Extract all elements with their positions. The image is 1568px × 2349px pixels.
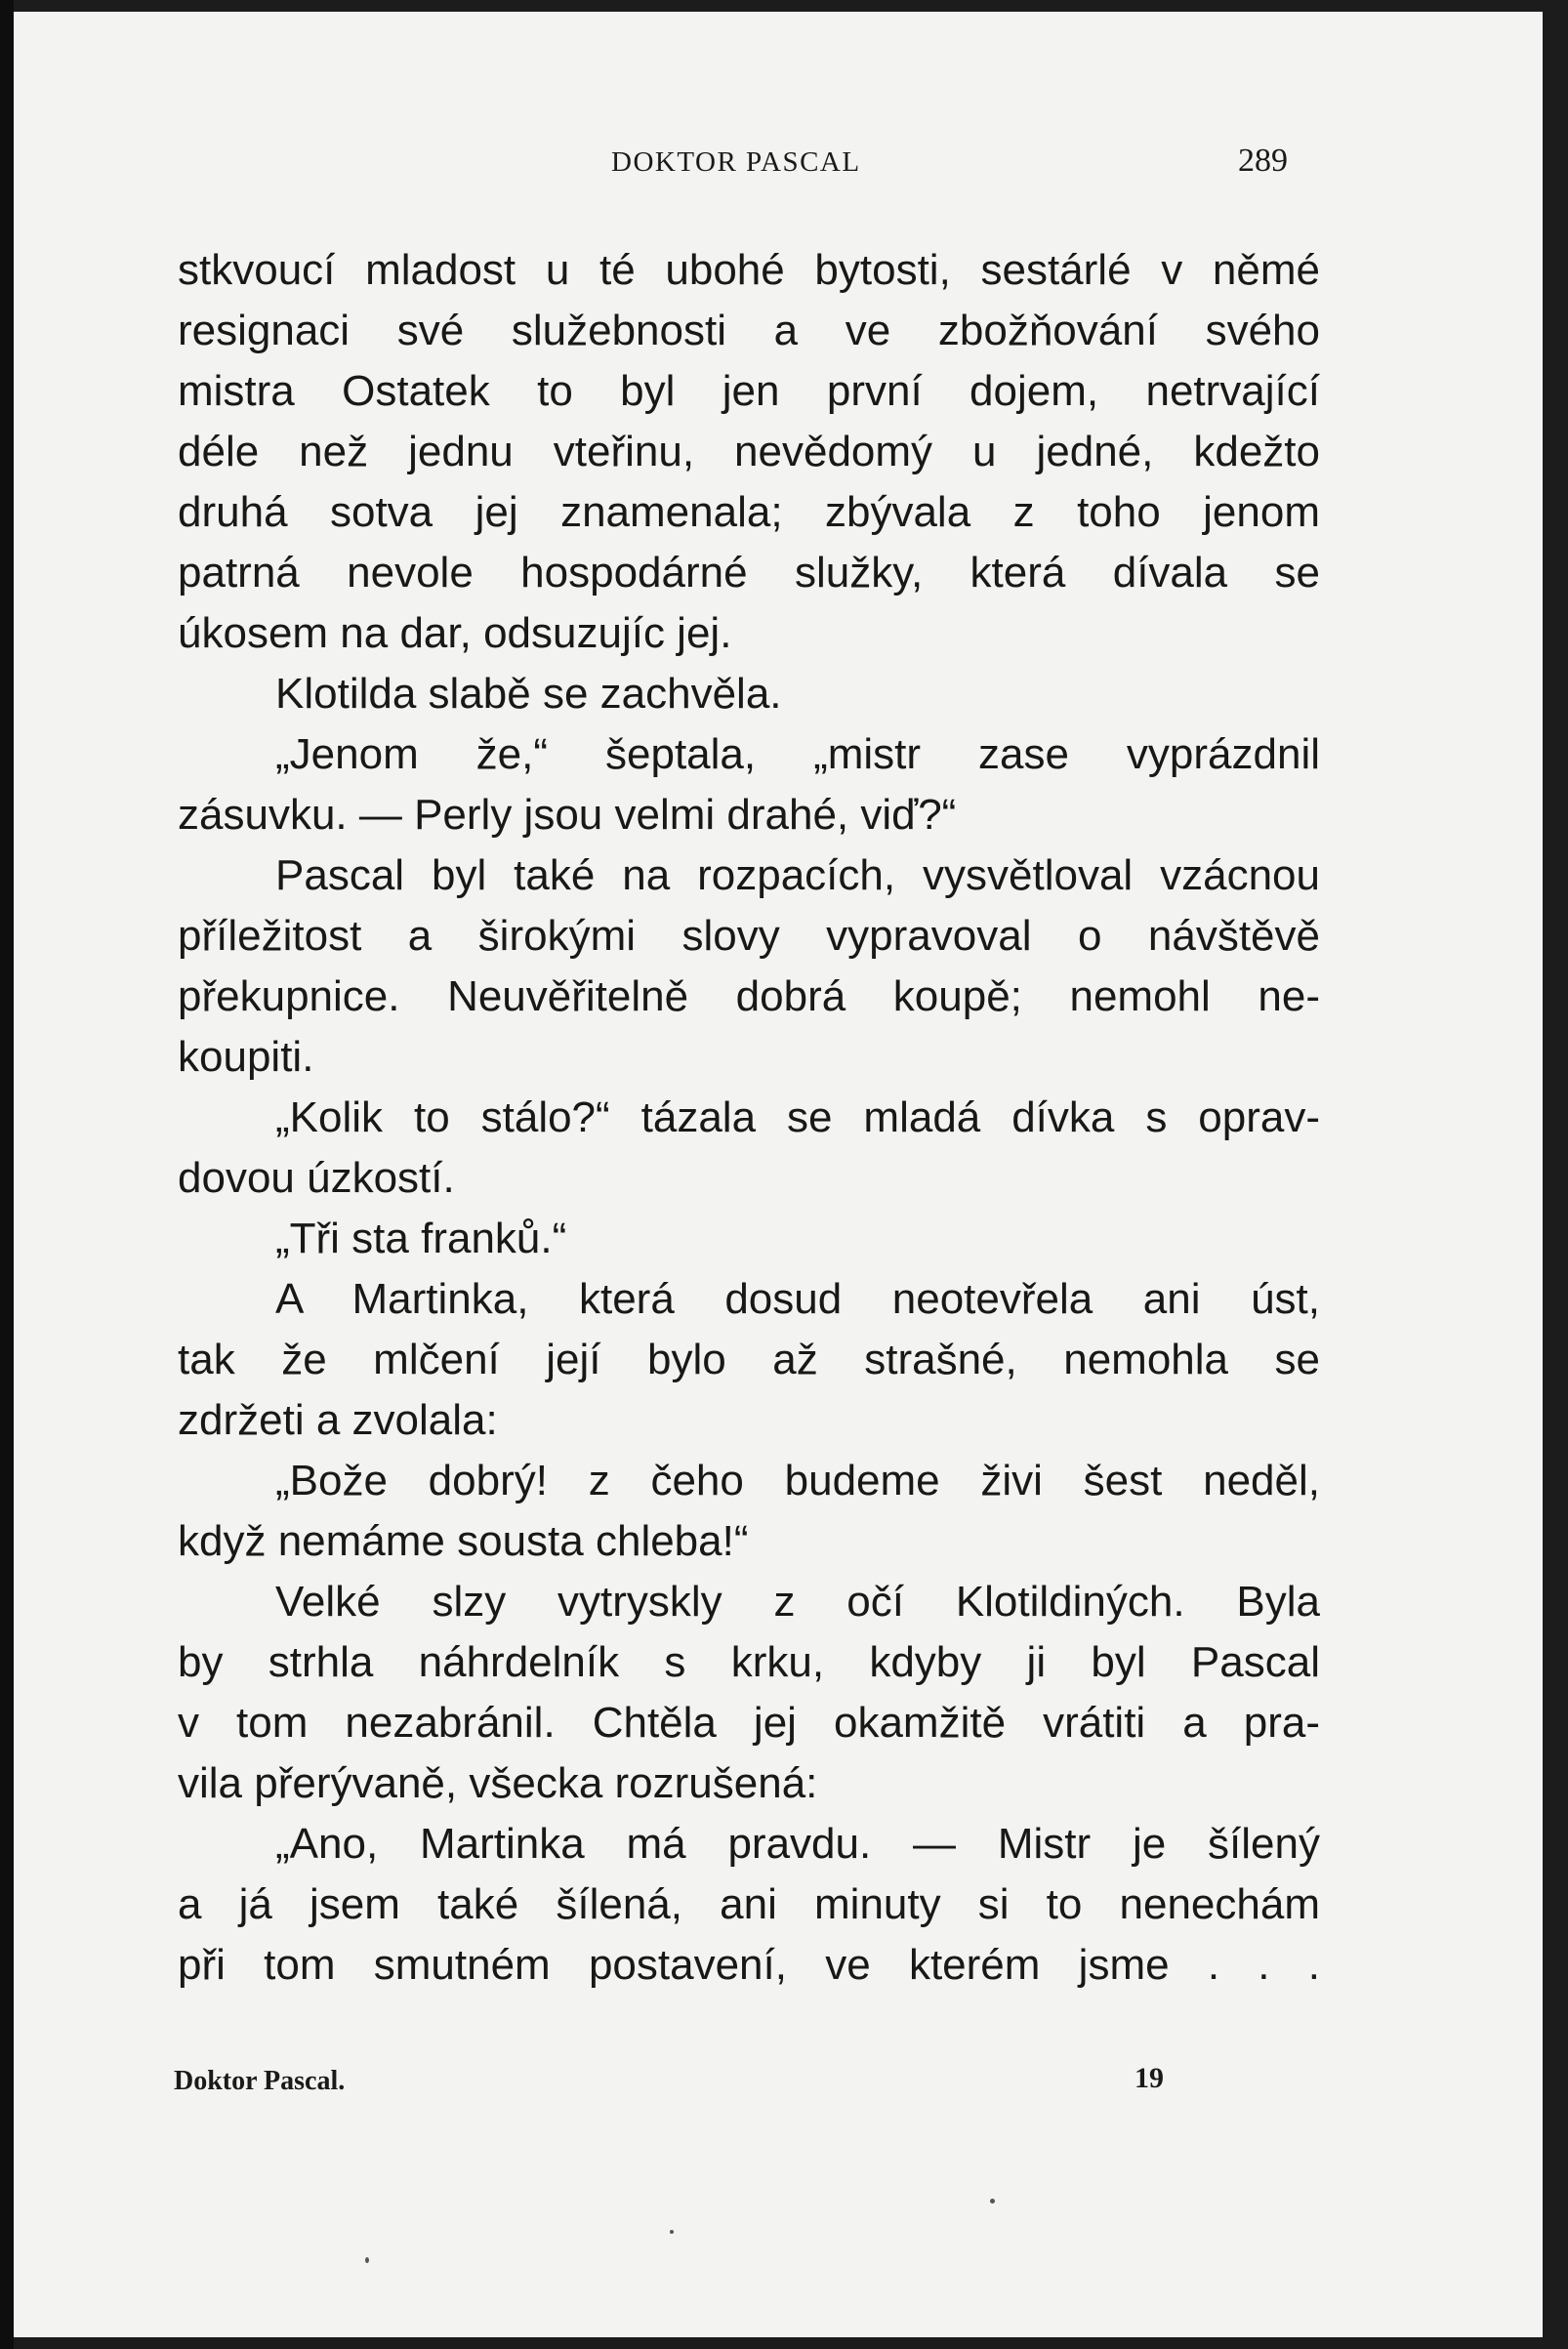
text-line: dovou úzkostí. (178, 1154, 455, 1202)
text-line: „Bože dobrý! z čeho budeme živi šest neděl, (275, 1457, 1320, 1504)
text-line: by strhla náhrdelník s krku, kdyby ji byl Pascal (178, 1638, 1320, 1686)
scan-border-left (0, 0, 14, 2349)
text-line: mistra Ostatek to byl jen první dojem, netrvající (178, 367, 1320, 415)
text-line: úkosem na dar, odsuzujíc jej. (178, 609, 732, 657)
scan-speck (365, 2257, 369, 2263)
text-line: koupiti. (178, 1033, 314, 1081)
text-line: „Jenom že,“ šeptala, „mistr zase vyprázdnil (275, 730, 1320, 778)
body-text (178, 240, 1320, 1996)
text-line: překupnice. Neuvěřitelně dobrá koupě; nemohl ne- (178, 972, 1320, 1020)
text-line: A Martinka, která dosud neotevřela ani úst, (275, 1275, 1320, 1323)
text-line: při tom smutném postavení, ve kterém jsme . . . (178, 1941, 1320, 1989)
text-line: déle než jednu vteřinu, nevědomý u jedné, kdežto (178, 428, 1320, 475)
text-line: vila přerývaně, všecka rozrušená: (178, 1759, 818, 1807)
scan-speck (990, 2199, 995, 2204)
text-line: a já jsem také šílená, ani minuty si to nenechám (178, 1880, 1320, 1928)
text-line: resignaci své služebnosti a ve zbožňování svého (178, 307, 1320, 354)
text-line: tak že mlčení její bylo až strašné, nemohla se (178, 1336, 1320, 1383)
text-line: Pascal byl také na rozpacích, vysvětloval vzácnou (275, 851, 1320, 899)
sheet-number: 19 (1135, 2062, 1164, 2094)
text-line: „Tři sta franků.“ (275, 1215, 567, 1262)
text-line: příležitost a širokými slovy vypravoval o návštěvě (178, 912, 1320, 960)
book-page (14, 12, 1543, 2337)
text-line: Klotilda slabě se zachvěla. (275, 670, 782, 718)
text-line: patrná nevole hospodárné služky, která dívala se (178, 549, 1320, 597)
page-header (14, 143, 1543, 185)
text-line: Velké slzy vytryskly z očí Klotildiných. Byla (275, 1578, 1320, 1626)
page-number: 289 (1238, 143, 1288, 179)
page-footer (14, 2062, 1543, 2105)
text-line: „Ano, Martinka má pravdu. — Mistr je šílený (275, 1820, 1320, 1868)
text-line: zdržeti a zvolala: (178, 1396, 498, 1444)
text-line: druhá sotva jej znamenala; zbývala z toho jenom (178, 488, 1320, 536)
signature-mark: Doktor Pascal. (174, 2066, 346, 2096)
text-line: zásuvku. — Perly jsou velmi drahé, viď?“ (178, 791, 957, 839)
running-title: DOKTOR PASCAL (611, 146, 861, 178)
text-line: v tom nezabránil. Chtěla jej okamžitě vrátiti a pra- (178, 1699, 1320, 1747)
text-line: „Kolik to stálo?“ tázala se mladá dívka s oprav- (275, 1093, 1320, 1141)
text-line: stkvoucí mladost u té ubohé bytosti, sestárlé v němé (178, 246, 1320, 294)
text-line: když nemáme sousta chleba!“ (178, 1517, 749, 1565)
scan-speck (670, 2230, 674, 2234)
